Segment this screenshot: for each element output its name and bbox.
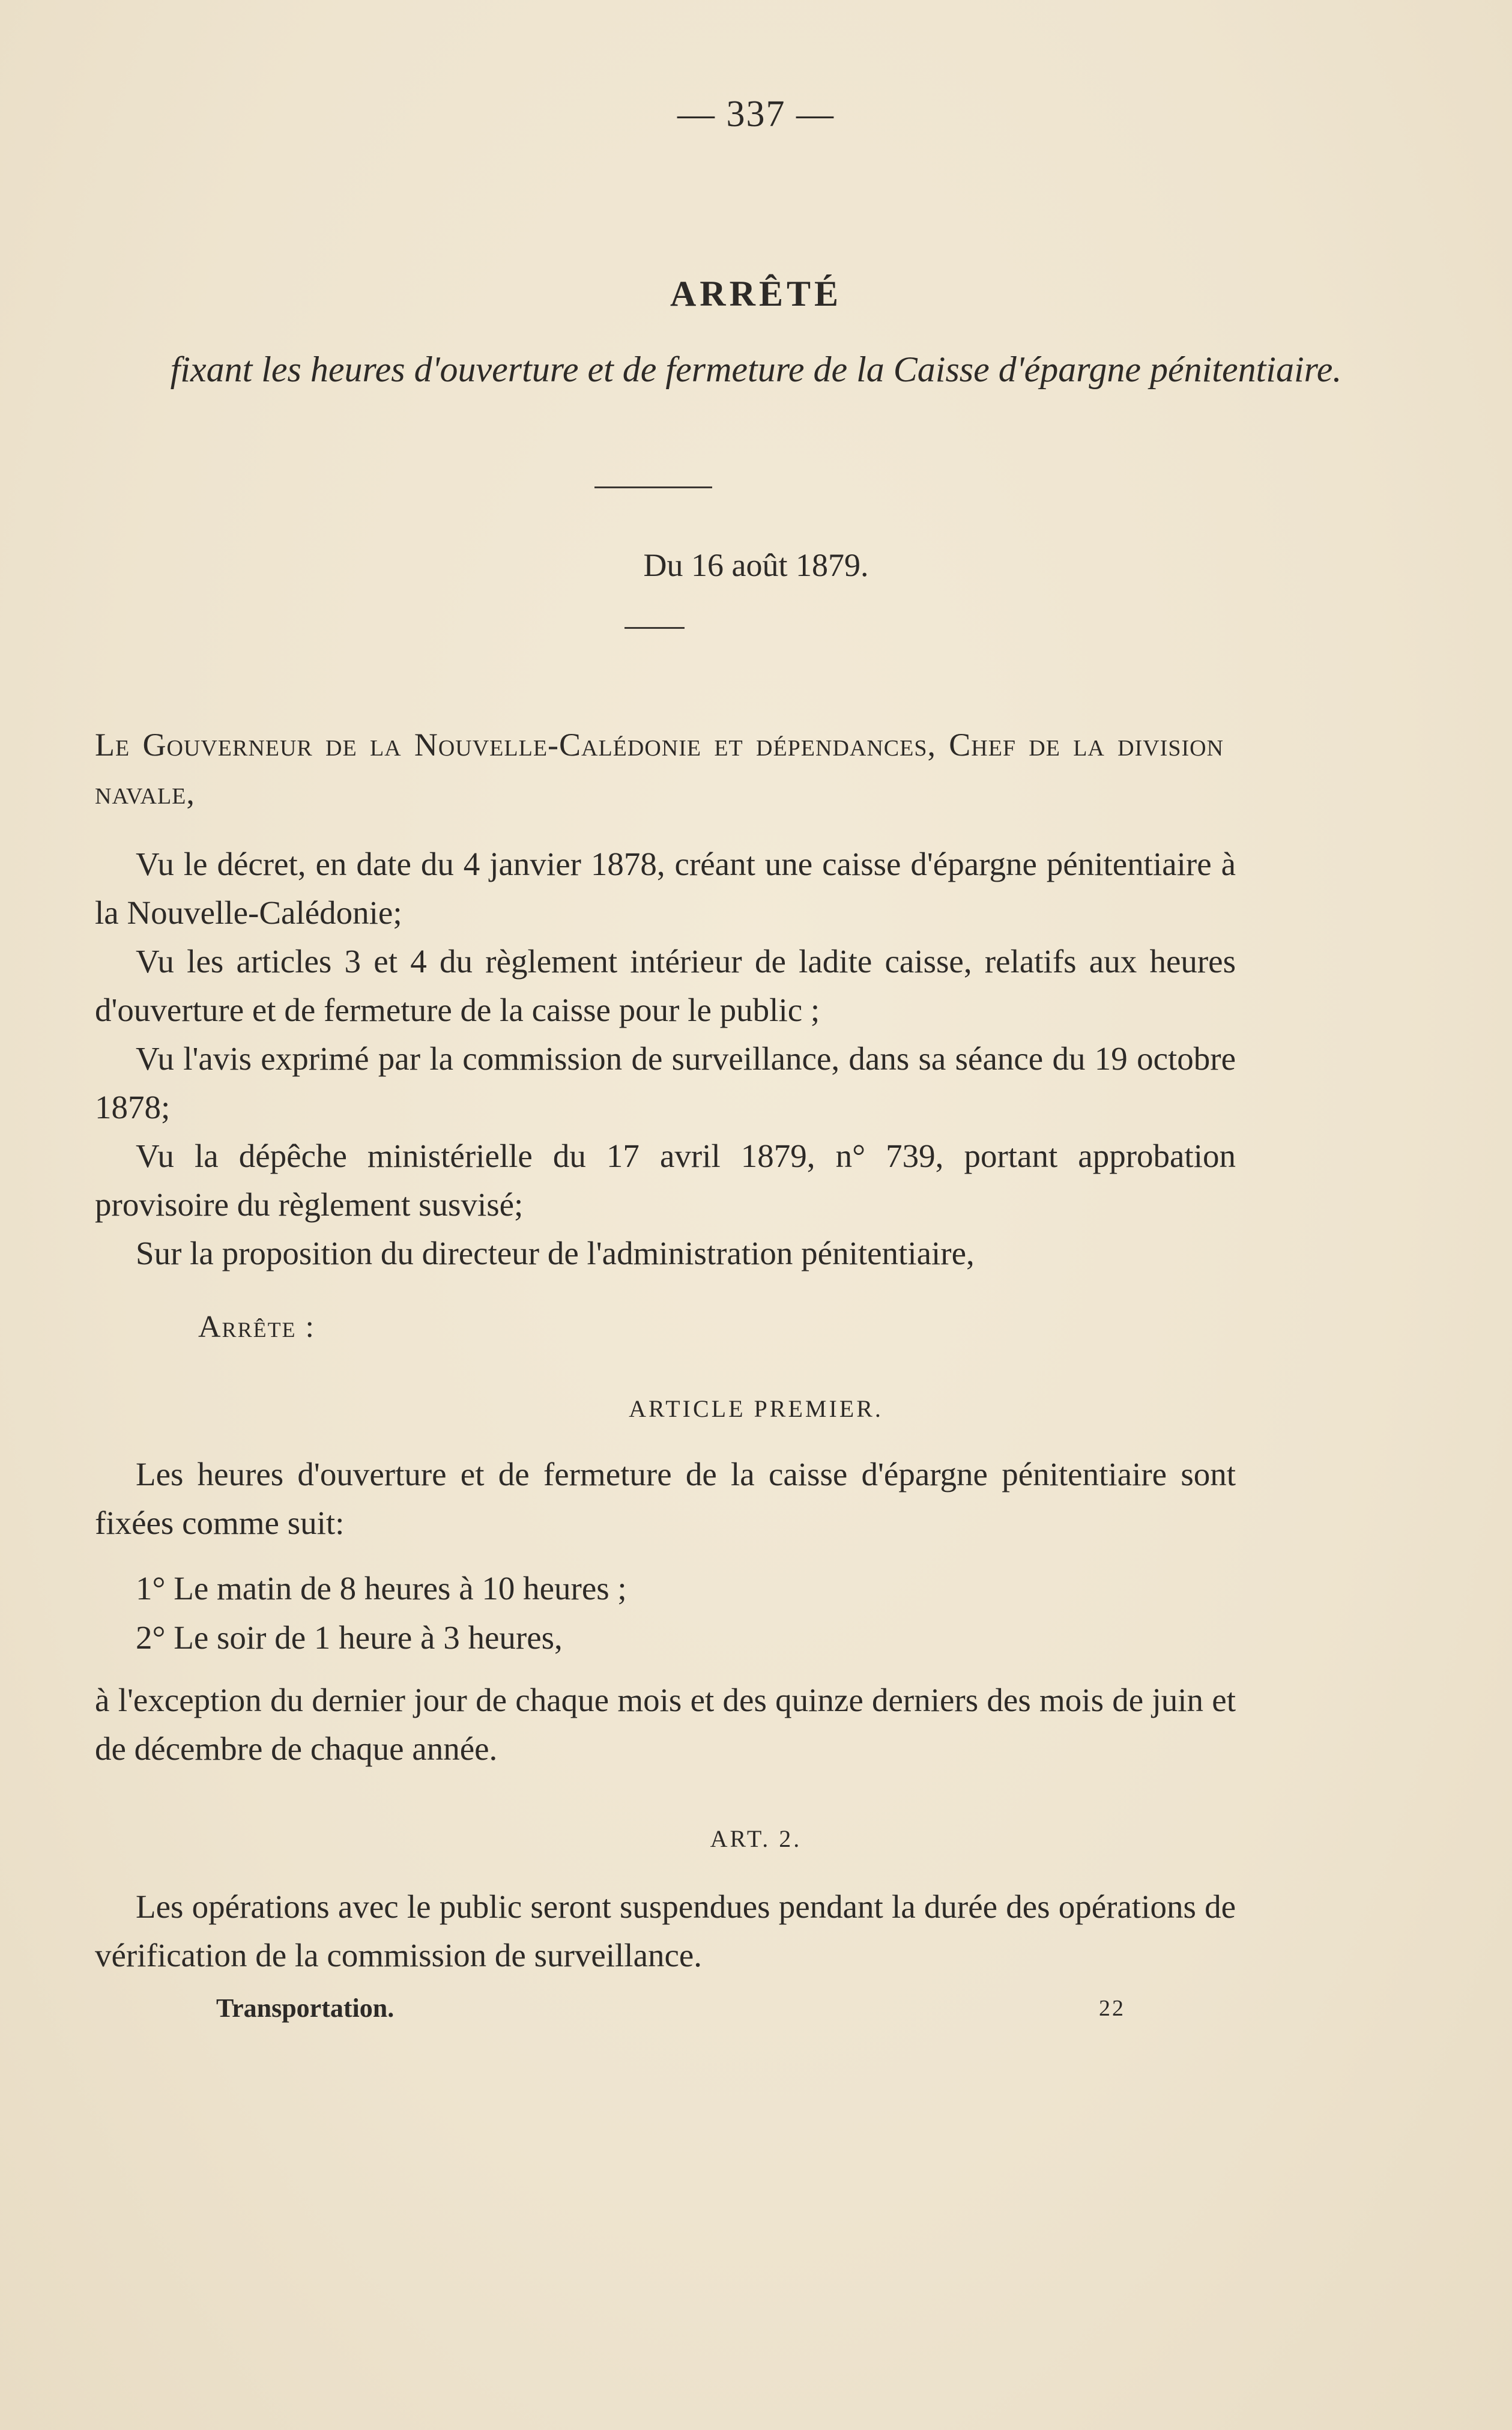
page-number: — 337 — [677,94,835,135]
article-2-heading: ART. 2. [710,1825,802,1852]
document-title: ARRÊTÉ [670,274,842,314]
article-1-item-morning: 1° Le matin de 8 heures à 10 heures ; [136,1570,627,1607]
footer-section-label: Transportation. [216,1993,395,2023]
title-divider [594,486,712,488]
consideration-articles: Vu les articles 3 et 4 du règlement intérieur de ladite caisse, relatifs aux heures d'ouverture et de fermeture de la caisse pour le public ; [95,943,1236,1028]
governor-line: Le Gouverneur de la Nouvelle-Calédonie et dépendances, Chef de la division navale, [95,727,1224,811]
consideration-proposal: Sur la proposition du directeur de l'administration pénitentiaire, [136,1235,975,1271]
article-2-text: Les opérations avec le public seront suspendues pendant la durée des opérations de vérification de la commission de surveillance. [95,1888,1236,1974]
consideration-decree: Vu le décret, en date du 4 janvier 1878, créant une caisse d'épargne pénitentiaire à la Nouvelle-Calédonie; [95,846,1236,931]
date-divider [624,627,685,629]
article-1-item-evening: 2° Le soir de 1 heure à 3 heures, [136,1619,563,1656]
article-1-exception: à l'exception du dernier jour de chaque mois et des quinze derniers des mois de juin et de décembre de chaque année. [95,1682,1236,1767]
consideration-commission: Vu l'avis exprimé par la commission de surveillance, dans sa séance du 19 octobre 1878; [95,1040,1236,1126]
footer-signature-number: 22 [1099,1996,1125,2021]
article-1-heading: ARTICLE PREMIER. [629,1395,883,1422]
document-subtitle: fixant les heures d'ouverture et de fermeture de la Caisse d'épargne pénitentiaire. [170,350,1342,389]
consideration-ministerial-dispatch: Vu la dépêche ministérielle du 17 avril 1879, n° 739, portant approbation provisoire du règlement susvisé; [95,1138,1236,1223]
arrete-label: Arrête : [198,1310,315,1344]
decree-date: Du 16 août 1879. [643,547,869,583]
article-1-intro: Les heures d'ouverture et de fermeture de la caisse d'épargne pénitentiaire sont fixées comme suit: [95,1456,1236,1541]
